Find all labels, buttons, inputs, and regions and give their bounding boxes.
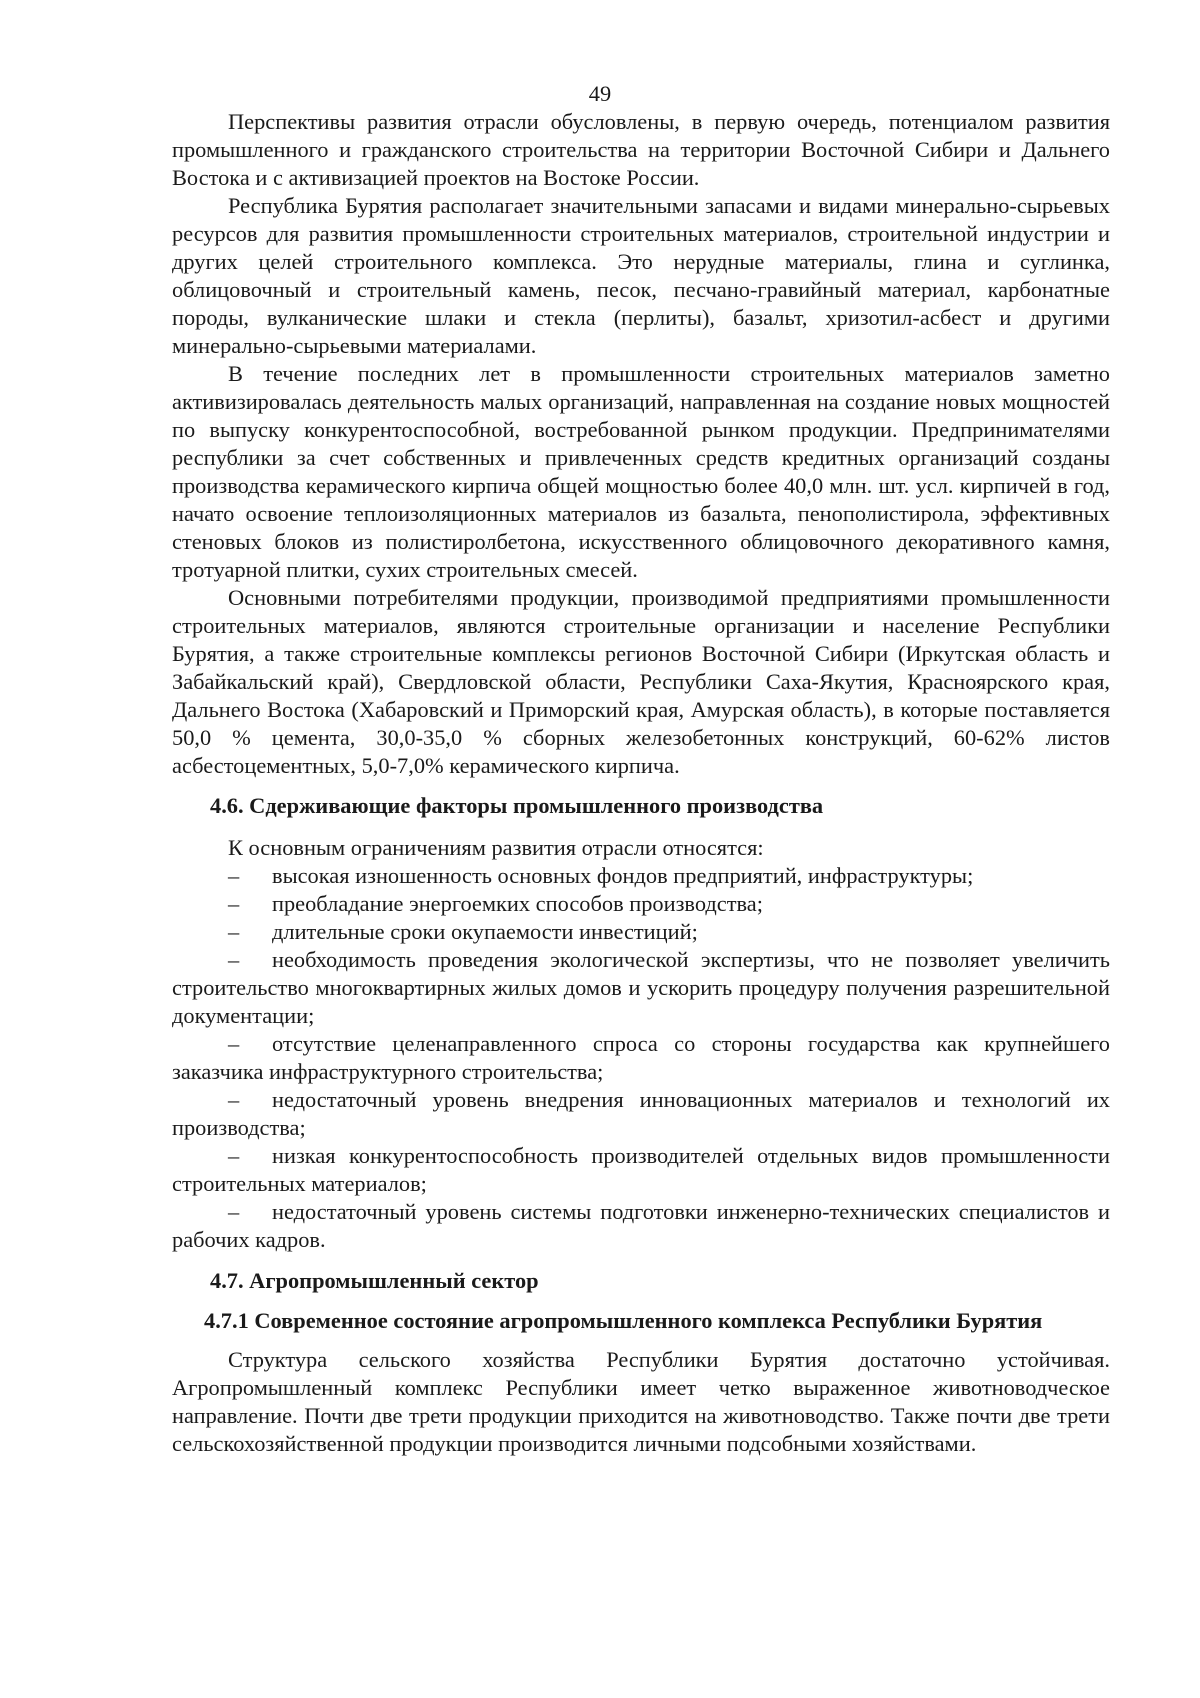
dash-marker: –	[228, 947, 240, 972]
dash-marker: –	[228, 1143, 240, 1168]
list-item	[172, 1030, 1110, 1086]
list-item-text: высокая изношенность основных фондов предприятий, инфраструктуры;	[272, 863, 974, 888]
section-heading-4-7: 4.7. Агропромышленный сектор	[210, 1268, 539, 1293]
list-item	[172, 1086, 1110, 1142]
paragraph-consumers: Основными потребителями продукции, производимой предприятиями промышленности строительных материалов, являются строительные организации и население Республики Бурятия, а также строительные комплексы регионов Восточной Сибири (Иркутская область и Забайкальский край), Свердловской области, Республики Саха-Якутия, Красноярского края, Дальнего Востока (Хабаровский и Приморский края, Амурская область), в которые поставляется 50,0 % цемента, 30,0-35,0 % сборных железобетонных конструкций, 60-62% листов асбестоцементных, 5,0-7,0% керамического кирпича.	[172, 585, 1110, 778]
dash-marker: –	[228, 919, 240, 944]
page-number: 49	[588, 81, 612, 106]
list-item-text: преобладание энергоемких способов производства;	[272, 891, 763, 916]
list-item-text: длительные сроки окупаемости инвестиций;	[272, 919, 698, 944]
paragraph-mineral-resources: Республика Бурятия располагает значительными запасами и видами минерально-сырьевых ресурсов для развития промышленности строительных материалов, строительной индустрии и других целей строительного комплекса. Это нерудные материалы, глина и суглинка, облицовочный и строительный камень, песок, песчано-гравийный материал, карбонатные породы, вулканические шлаки и стекла (перлиты), базальт, хризотил-асбест и другими минерально-сырьевыми материалами.	[172, 193, 1110, 358]
list-item	[172, 1198, 1110, 1254]
dash-marker: –	[228, 1199, 240, 1224]
list-item-text: отсутствие целенаправленного спроса со стороны государства как крупнейшего заказчика инфраструктурного строительства;	[172, 1031, 1110, 1084]
list-item	[172, 918, 1110, 946]
paragraph-small-organizations: В течение последних лет в промышленности строительных материалов заметно активизировалась деятельность малых организаций, направленная на создание новых мощностей по выпуску конкурентоспособной, востребованной рынком продукции. Предпринимателями республики за счет собственных и привлеченных средств кредитных организаций созданы производства керамического кирпича общей мощностью более 40,0 млн. шт. усл. кирпичей в год, начато освоение теплоизоляционных материалов из базальта, пенополистирола, эффективных стеновых блоков из полистиролбетона, искусственного облицовочного декоративного камня, тротуарной плитки, сухих строительных смесей.	[172, 361, 1110, 582]
list-item-text: недостаточный уровень системы подготовки инженерно-технических специалистов и рабочих кадров.	[172, 1199, 1110, 1252]
paragraph-agriculture-structure: Структура сельского хозяйства Республики Бурятия достаточно устойчивая. Агропромышленный комплекс Республики имеет четко выраженное животноводческое направление. Почти две трети продукции приходится на животноводство. Также почти две трети сельскохозяйственной продукции производится личными подсобными хозяйствами.	[172, 1347, 1110, 1456]
list-item	[172, 946, 1110, 1030]
paragraph-prospects: Перспективы развития отрасли обусловлены, в первую очередь, потенциалом развития промышленного и гражданского строительства на территории Восточной Сибири и Дальнего Востока и с активизацией проектов на Востоке России.	[172, 109, 1110, 190]
section-intro: К основным ограничениям развития отрасли относятся:	[228, 835, 764, 860]
list-item-text: необходимость проведения экологической экспертизы, что не позволяет увеличить строительство многоквартирных жилых домов и ускорить процедуру получения разрешительной документации;	[172, 947, 1110, 1028]
list-item	[172, 1142, 1110, 1198]
list-item	[172, 890, 1110, 918]
page-content	[172, 108, 1110, 1458]
section-heading-4-6: 4.6. Сдерживающие факторы промышленного производства	[210, 793, 824, 818]
subsection-heading-4-7-1: 4.7.1 Современное состояние агропромышленного комплекса Республики Бурятия	[204, 1308, 1043, 1333]
list-item-text: низкая конкурентоспособность производителей отдельных видов промышленности строительных материалов;	[172, 1143, 1110, 1196]
dash-marker: –	[228, 863, 240, 888]
dash-marker: –	[228, 891, 240, 916]
dash-marker: –	[228, 1031, 240, 1056]
list-item-text: недостаточный уровень внедрения инновационных материалов и технологий их производства;	[172, 1087, 1110, 1140]
list-item	[172, 862, 1110, 890]
dash-marker: –	[228, 1087, 240, 1112]
